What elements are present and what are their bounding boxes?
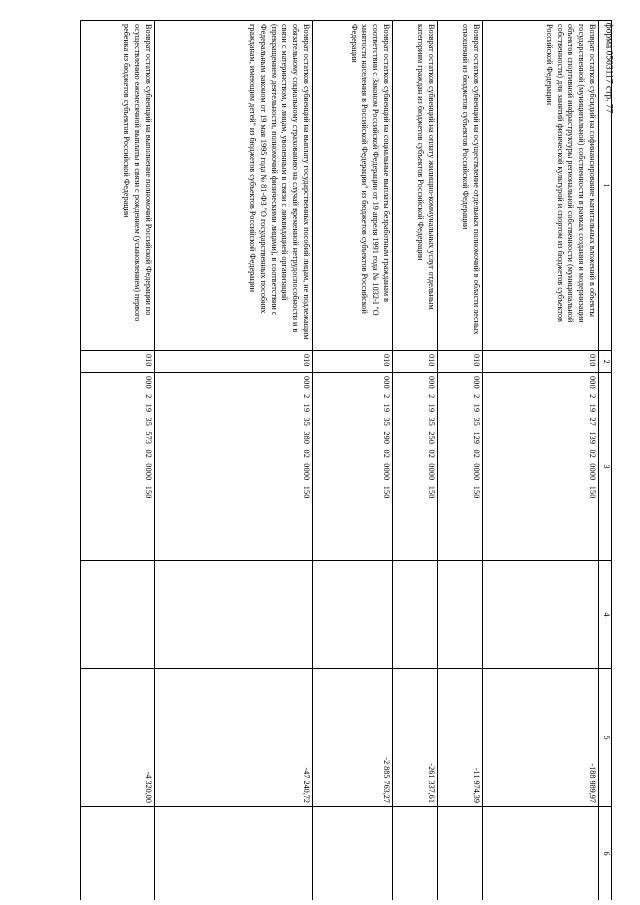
row-budget-code: 000 2 19 27 139 02 0000 150: [483, 373, 599, 561]
row-amount: -11 974,39: [438, 669, 483, 807]
row-description: Возврат остатков субсидий на софинансирование капитальных вложений в объекты государственной (муниципальной) собственности в рамках создания и модернизации объектов спортивной инфраструктуры региональной собственности (муниципальной собственности) для занятий физической культурой и спортом из бюджетов субъектов Российской Федерации: [483, 21, 599, 351]
row-col-6: [438, 807, 483, 901]
table-row: [438, 21, 483, 901]
row-budget-code: 000 2 19 35 250 02 0000 150: [393, 373, 438, 561]
table-header-row: [599, 21, 612, 901]
row-description: Возврат остатков субвенций на выплату государственных пособий лицам, не подлежащим обязательному социальному страхованию на случай временной нетрудоспособности и в связи с материнством, и лицам, уволенным в связи с ликвидацией организаций (прекращением деятельности, полномочий физическими лицами), в соответствии с Федеральным законом от 19 мая 1995 года № 81-ФЗ "О государственных пособиях гражданам, имеющим детей" из бюджетов субъектов Российской Федерации: [155, 21, 313, 351]
table-row: [393, 21, 438, 901]
row-col-4: [155, 561, 313, 669]
row-col-4: [393, 561, 438, 669]
header-col-6: 6: [599, 807, 612, 901]
header-col-3: 3: [599, 373, 612, 561]
row-amount: -2 885 763,27: [313, 669, 393, 807]
form-number-text: форма 0503117 стр. 77: [603, 22, 613, 114]
row-description: Возврат остатков субвенций на выполнение полномочий Российской Федерации по осуществлению ежемесячной выплаты в связи с рождением (усыновлением) первого ребенка из бюджетов субъектов Российской Федерации: [81, 21, 155, 351]
header-col-4: 4: [599, 561, 612, 669]
row-col-6: [393, 807, 438, 901]
row-line-code: 010: [393, 351, 438, 373]
row-line-code: 010: [483, 351, 599, 373]
row-line-code: 010: [155, 351, 313, 373]
row-amount: -4 320,00: [81, 669, 155, 807]
table-row: [313, 21, 393, 901]
row-line-code: 010: [81, 351, 155, 373]
row-col-4: [438, 561, 483, 669]
header-col-1: 1: [599, 21, 612, 351]
row-col-4: [313, 561, 393, 669]
table-row: [155, 21, 313, 901]
row-col-4: [81, 561, 155, 669]
row-col-4: [483, 561, 599, 669]
row-budget-code: 000 2 19 35 380 02 0000 150: [155, 373, 313, 561]
rotated-table-container: [76, 20, 612, 900]
row-budget-code: 000 2 19 35 129 02 0000 150: [438, 373, 483, 561]
row-col-6: [483, 807, 599, 901]
row-amount: -188 989,97: [483, 669, 599, 807]
header-col-5: 5: [599, 669, 612, 807]
row-amount: -261 337,61: [393, 669, 438, 807]
row-line-code: 010: [313, 351, 393, 373]
table-row: [483, 21, 599, 901]
report-table: [80, 20, 612, 900]
table-row: [81, 21, 155, 901]
row-budget-code: 000 2 19 35 573 02 0000 150: [81, 373, 155, 561]
row-budget-code: 000 2 19 35 290 02 0000 150: [313, 373, 393, 561]
row-col-6: [313, 807, 393, 901]
row-line-code: 010: [438, 351, 483, 373]
row-description: Возврат остатков субвенций на социальные выплаты безработным гражданам в соответствии с Законом Российской Федерации от 19 апреля 1991 года № 1032-I "О занятости населения в Российской Федерации" из бюджетов субъектов Российской Федерации: [313, 21, 393, 351]
row-col-6: [155, 807, 313, 901]
row-description: Возврат остатков субвенций на осуществление отдельных полномочий в области лесных отношений из бюджетов субъектов Российской Федерации: [438, 21, 483, 351]
row-description: Возврат остатков субвенций на оплату жилищно-коммунальных услуг отдельным категориям граждан из бюджетов субъектов Российской Федерации: [393, 21, 438, 351]
row-col-6: [81, 807, 155, 901]
page-frame: [76, 20, 612, 900]
header-col-2: 2: [599, 351, 612, 373]
row-amount: -47 240,72: [155, 669, 313, 807]
